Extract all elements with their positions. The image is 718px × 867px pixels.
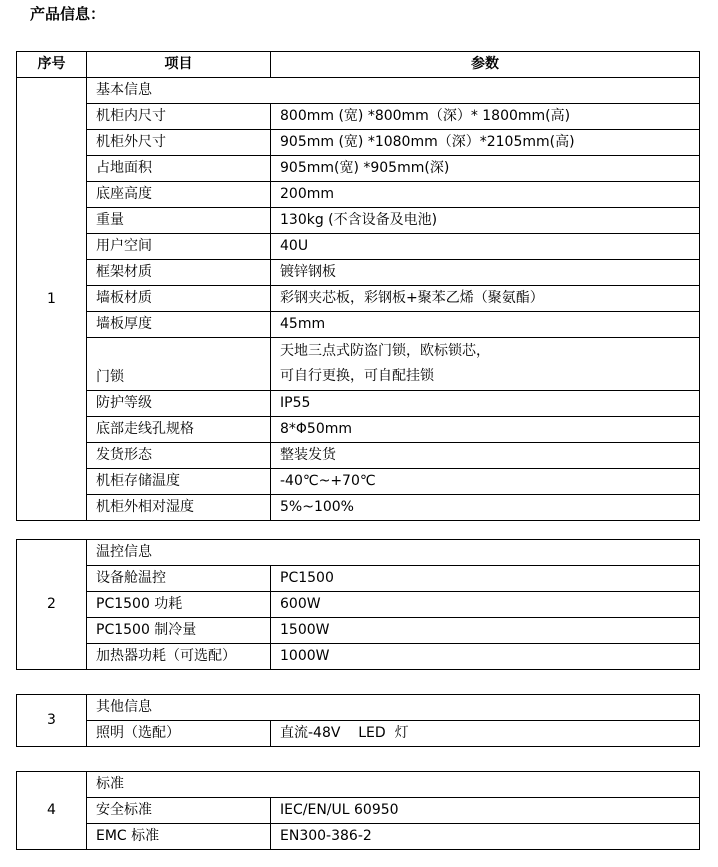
table-row bbox=[17, 443, 700, 469]
row-item: 重量 bbox=[87, 208, 271, 234]
row-item: 机柜外尺寸 bbox=[87, 130, 271, 156]
row-value: 彩钢夹芯板，彩钢板+聚苯乙烯（聚氨酯） bbox=[271, 286, 700, 312]
row-item: 安全标准 bbox=[87, 798, 271, 824]
row-value: IEC/EN/UL 60950 bbox=[271, 798, 700, 824]
row-item: 照明（选配） bbox=[87, 721, 271, 747]
table-row bbox=[17, 182, 700, 208]
table-row bbox=[17, 618, 700, 644]
row-value: 905mm(宽) *905mm(深) bbox=[271, 156, 700, 182]
row-item: 加热器功耗（可选配） bbox=[87, 644, 271, 670]
table-row bbox=[17, 208, 700, 234]
table-row bbox=[17, 130, 700, 156]
table-row bbox=[17, 644, 700, 670]
row-item: 防护等级 bbox=[87, 391, 271, 417]
section-title: 基本信息 bbox=[87, 78, 700, 104]
page-heading: 产品信息： bbox=[30, 5, 106, 23]
table-row bbox=[17, 798, 700, 824]
table-row bbox=[17, 721, 700, 747]
table-row bbox=[17, 104, 700, 130]
row-value: IP55 bbox=[271, 391, 700, 417]
table-row bbox=[17, 286, 700, 312]
row-value: 130kg (不含设备及电池) bbox=[271, 208, 700, 234]
section-number: 2 bbox=[17, 540, 87, 670]
row-value: 600W bbox=[271, 592, 700, 618]
section-number: 3 bbox=[17, 695, 87, 747]
row-value: 1000W bbox=[271, 644, 700, 670]
table-row bbox=[17, 156, 700, 182]
section-number: 4 bbox=[17, 772, 87, 850]
row-item: 发货形态 bbox=[87, 443, 271, 469]
spec-table-1 bbox=[16, 51, 700, 521]
row-value: 45mm bbox=[271, 312, 700, 338]
row-item: 设备舱温控 bbox=[87, 566, 271, 592]
row-value: 1500W bbox=[271, 618, 700, 644]
row-value-line: 可自行更换，可自配挂锁 bbox=[280, 368, 434, 384]
row-item: 底部走线孔规格 bbox=[87, 417, 271, 443]
row-value: 200mm bbox=[271, 182, 700, 208]
row-value: 直流-48V LED 灯 bbox=[271, 721, 700, 747]
row-item: 用户空间 bbox=[87, 234, 271, 260]
row-value: 5%~100% bbox=[271, 495, 700, 521]
row-item: PC1500 制冷量 bbox=[87, 618, 271, 644]
table-row bbox=[17, 824, 700, 850]
row-value: 镀锌钢板 bbox=[271, 260, 700, 286]
header-param: 参数 bbox=[271, 52, 700, 78]
row-item: 底座高度 bbox=[87, 182, 271, 208]
table-row bbox=[17, 592, 700, 618]
row-item: 机柜存储温度 bbox=[87, 469, 271, 495]
row-item: 墙板厚度 bbox=[87, 312, 271, 338]
row-value-line: 天地三点式防盗门锁，欧标锁芯， bbox=[280, 343, 490, 359]
section-title: 其他信息 bbox=[87, 695, 700, 721]
section-title: 温控信息 bbox=[87, 540, 700, 566]
row-value: 905mm (宽) *1080mm（深）*2105mm(高) bbox=[271, 130, 700, 156]
row-value: PC1500 bbox=[271, 566, 700, 592]
row-item: 占地面积 bbox=[87, 156, 271, 182]
spec-table-4 bbox=[16, 771, 700, 850]
row-value bbox=[271, 338, 700, 391]
section-number: 1 bbox=[17, 78, 87, 521]
row-value: 800mm (宽) *800mm（深）* 1800mm(高) bbox=[271, 104, 700, 130]
row-value: 40U bbox=[271, 234, 700, 260]
row-value: EN300-386-2 bbox=[271, 824, 700, 850]
spec-table-2 bbox=[16, 539, 700, 670]
row-value: 8*Φ50mm bbox=[271, 417, 700, 443]
row-item: EMC 标准 bbox=[87, 824, 271, 850]
table-row bbox=[17, 312, 700, 338]
row-item: 墙板材质 bbox=[87, 286, 271, 312]
row-item: 机柜外相对湿度 bbox=[87, 495, 271, 521]
spec-table-3 bbox=[16, 694, 700, 747]
table-row bbox=[17, 338, 700, 391]
row-value: -40℃~+70℃ bbox=[271, 469, 700, 495]
table-row bbox=[17, 234, 700, 260]
table-row bbox=[17, 391, 700, 417]
header-no: 序号 bbox=[17, 52, 87, 78]
row-item: 门锁 bbox=[87, 338, 271, 391]
table-row bbox=[17, 566, 700, 592]
table-row bbox=[17, 417, 700, 443]
row-item: PC1500 功耗 bbox=[87, 592, 271, 618]
header-item: 项目 bbox=[87, 52, 271, 78]
row-item: 机柜内尺寸 bbox=[87, 104, 271, 130]
table-row bbox=[17, 495, 700, 521]
table-row bbox=[17, 469, 700, 495]
row-item: 框架材质 bbox=[87, 260, 271, 286]
section-title: 标准 bbox=[87, 772, 700, 798]
table-header-row bbox=[17, 52, 700, 78]
table-row bbox=[17, 260, 700, 286]
row-value: 整装发货 bbox=[271, 443, 700, 469]
